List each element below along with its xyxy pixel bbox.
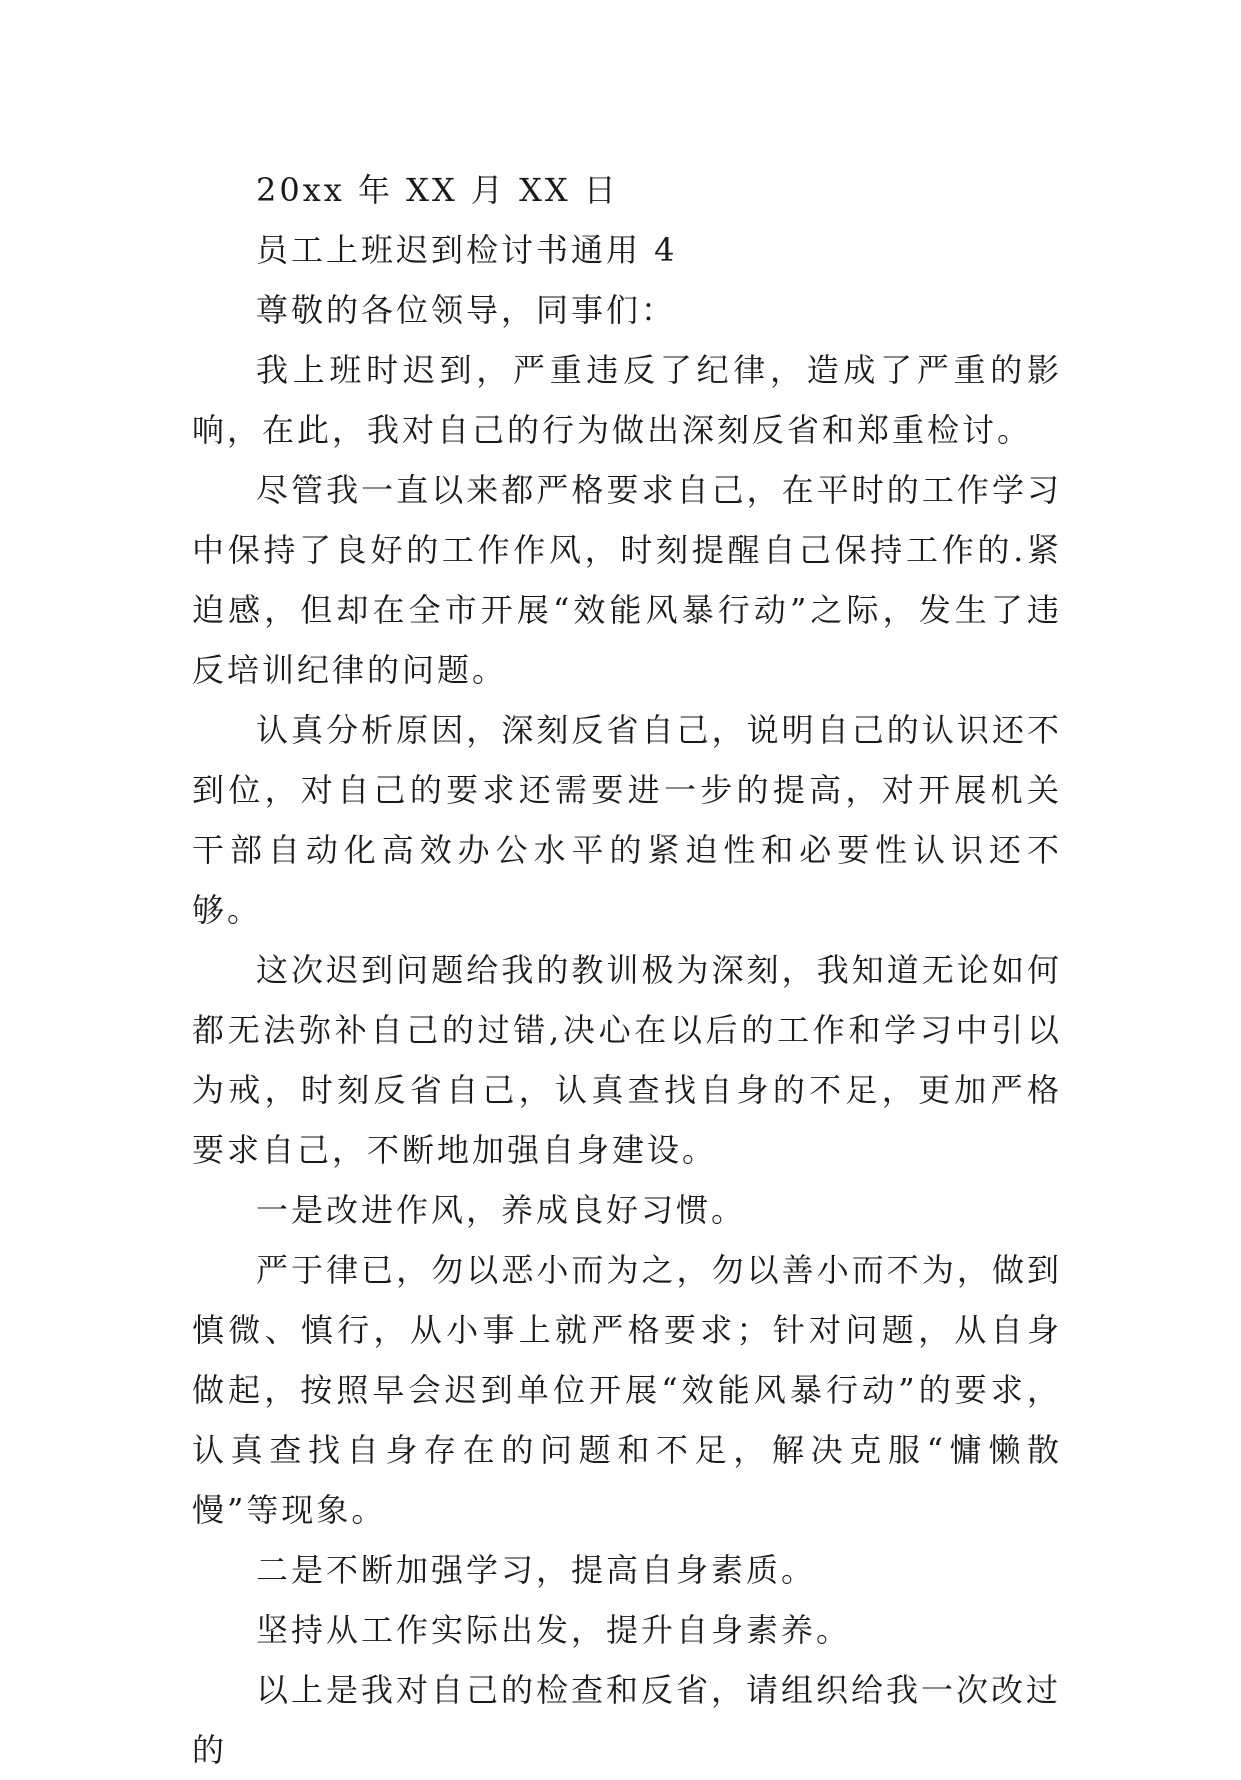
paragraph: 严于律已，勿以恶小而为之，勿以善小而不为，做到慎微、慎行，从小事上就严格要求；针对问题，从自身做起，按照早会迟到单位开展“效能风暴行动”的要求，认真查找自身存在的问题和不足，解决克服“慵懒散慢”等现象。 bbox=[192, 1251, 1062, 1529]
paragraph: 坚持从工作实际出发，提升自身素养。 bbox=[256, 1611, 852, 1649]
paragraph: 我上班时迟到，严重违反了纪律，造成了严重的影响，在此，我对自己的行为做出深刻反省和郑重检讨。 bbox=[192, 351, 1062, 449]
document-date: 20xx 年 XX 月 XX 日 bbox=[256, 171, 619, 209]
document-title: 员工上班迟到检讨书通用 4 bbox=[256, 231, 678, 269]
salutation: 尊敬的各位领导，同事们： bbox=[256, 291, 677, 329]
document-body bbox=[192, 160, 1062, 1780]
paragraph: 尽管我一直以来都严格要求自己，在平时的工作学习中保持了良好的工作作风，时刻提醒自己保持工作的.紧迫感，但却在全市开展“效能风暴行动”之际，发生了违反培训纪律的问题。 bbox=[192, 471, 1062, 689]
section-heading: 一是改进作风，养成良好习惯。 bbox=[256, 1191, 747, 1229]
paragraph: 认真分析原因，深刻反省自己，说明自己的认识还不到位，对自己的要求还需要进一步的提高，对开展机关干部自动化高效办公水平的紧迫性和必要性认识还不够。 bbox=[192, 711, 1062, 929]
section-heading: 二是不断加强学习，提高自身素质。 bbox=[256, 1551, 817, 1589]
paragraph: 这次迟到问题给我的教训极为深刻，我知道无论如何都无法弥补自己的过错,决心在以后的工作和学习中引以为戒，时刻反省自己，认真查找自身的不足，更加严格要求自己，不断地加强自身建设。 bbox=[192, 951, 1062, 1169]
paragraph: 以上是我对自己的检查和反省，请组织给我一次改过的 bbox=[192, 1671, 1062, 1769]
